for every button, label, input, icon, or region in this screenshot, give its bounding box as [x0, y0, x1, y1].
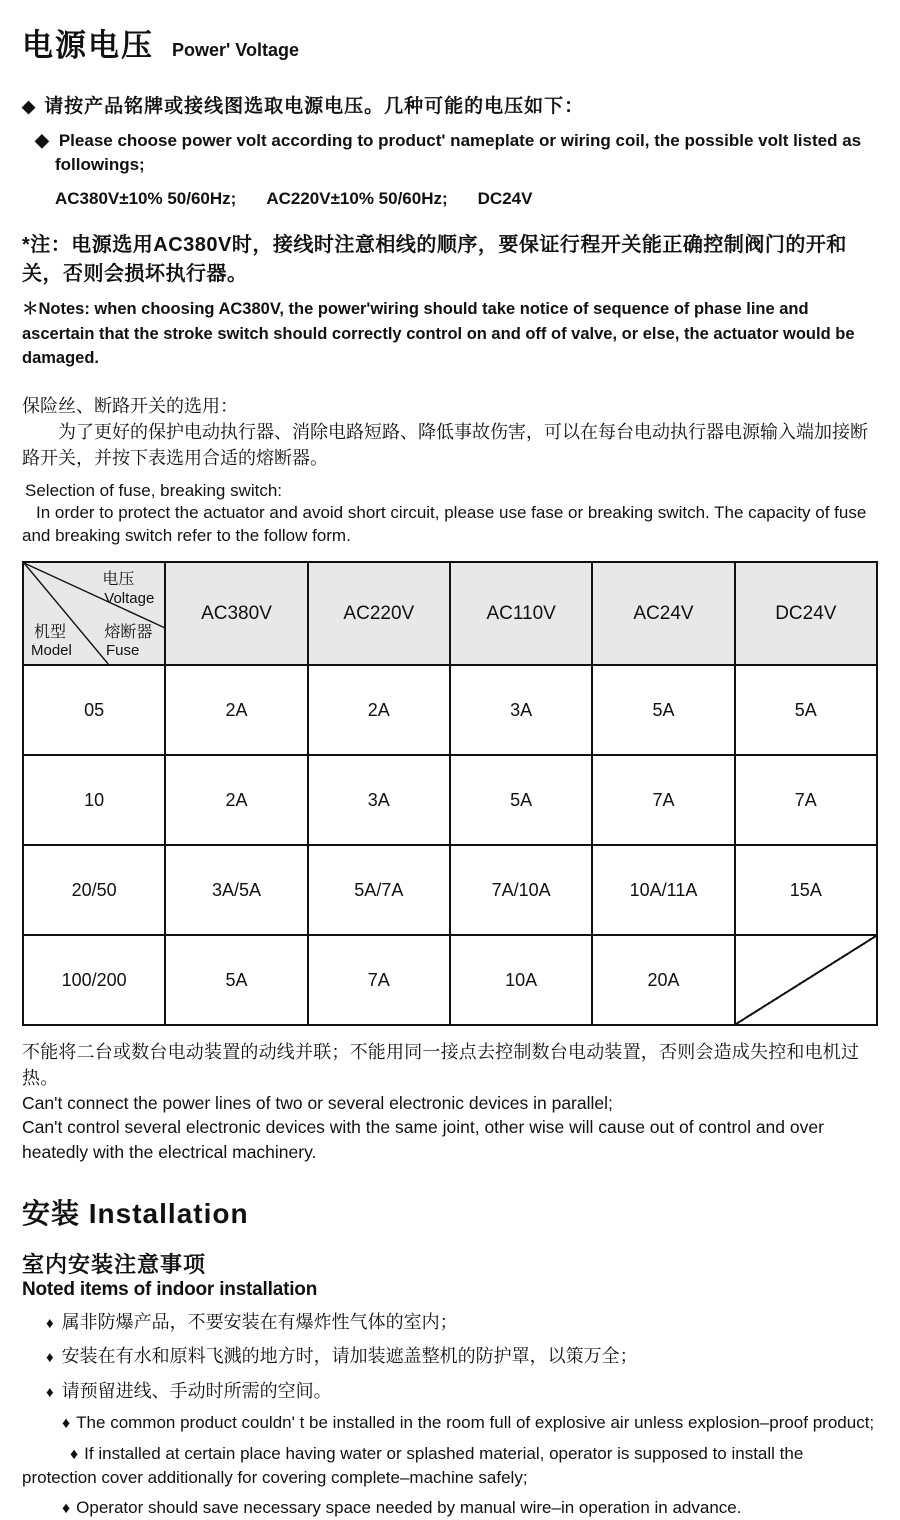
warning-zh: 不能将二台或数台电动装置的动线并联；不能用同一接点去控制数台电动装置，否则会造成失控和电机过热。 — [22, 1042, 860, 1088]
voltage-spec-line — [55, 189, 878, 209]
fuse-cell: 2A — [308, 665, 450, 755]
installation-bullet-en-text: If installed at certain place having water or splashed material, operator is supposed to install the protection cover additionally for covering complete–machine safely; — [22, 1443, 804, 1487]
installation-bullet-en-text: Operator should save necessary space needed by manual wire–in operation in advance. — [76, 1498, 742, 1518]
fuse-table — [22, 561, 878, 1026]
table-corner-cell — [23, 562, 165, 665]
fuse-cell: 5A — [165, 935, 307, 1025]
fuse-heading-zh: 保险丝、断路开关的选用： — [22, 396, 238, 417]
voltage-bullet-zh-text: 请按产品铭牌或接线图选取电源电压。几种可能的电压如下： — [44, 96, 585, 117]
installation-bullet-en — [22, 1411, 878, 1435]
voltage-spec-ac380: AC380V±10% 50/60Hz; — [55, 188, 237, 208]
empty-diagonal-cell — [735, 935, 877, 1025]
fuse-cell: 3A — [308, 755, 450, 845]
diamond-bullet-icon: ♦ — [46, 1383, 54, 1401]
diamond-bullet-icon: ♦ — [62, 1500, 71, 1518]
corner-fuse-label-en: Fuse — [105, 642, 140, 660]
voltage-bullet-en — [22, 128, 878, 177]
fuse-cell: 7A/10A — [450, 845, 592, 935]
voltage-bullet-zh — [22, 91, 878, 118]
corner-model-label-en: Model — [31, 642, 72, 660]
table-header-row — [23, 562, 877, 665]
fuse-cell: 7A — [592, 755, 734, 845]
corner-model-label-zh: 机型 — [34, 623, 67, 641]
installation-subtitle-zh: 室内安装注意事项 — [22, 1252, 207, 1278]
warning-en-2: Can't control several electronic devices with the same joint, other wise will cause out of control and over heatedly with the electrical machinery. — [22, 1117, 824, 1162]
diamond-bullet-icon: ◆ — [35, 130, 49, 150]
voltage-bullet-en-text: Please choose power volt according to product' nameplate or wiring coil, the possible volt listed as followings; — [55, 131, 862, 175]
installation-subtitle-en: Noted items of indoor installation — [22, 1279, 318, 1301]
page-title-zh: 电源电压 — [22, 28, 154, 63]
fuse-cell: 7A — [735, 755, 877, 845]
column-header-dc24v: DC24V — [735, 562, 877, 665]
fuse-body-en: In order to protect the actuator and avoid short circuit, please use fase or breaking switch. The capacity of fuse and breaking switch refer to the follow form. — [22, 503, 867, 546]
diamond-bullet-icon: ♦ — [46, 1315, 54, 1333]
fuse-cell: 3A — [450, 665, 592, 755]
installation-title: 安装 Installation — [22, 1198, 249, 1230]
corner-fuse-label-zh: 熔断器 — [104, 623, 153, 641]
fuse-cell: 5A/7A — [308, 845, 450, 935]
installation-bullet-en — [22, 1442, 878, 1490]
installation-bullet-en-text: The common product couldn' t be installed in the room full of explosive air unless explosion–proof product; — [76, 1412, 875, 1432]
column-header-ac220v: AC220V — [308, 562, 450, 665]
diamond-bullet-icon: ♦ — [62, 1414, 71, 1432]
fuse-cell: 10A/11A — [592, 845, 734, 935]
corner-voltage-label-en: Voltage — [104, 590, 155, 608]
fuse-heading-en: Selection of fuse, breaking switch: — [25, 480, 283, 500]
fuse-cell: 20A — [592, 935, 734, 1025]
fuse-cell: 2A — [165, 665, 307, 755]
fuse-cell: 3A/5A — [165, 845, 307, 935]
model-cell: 100/200 — [23, 935, 165, 1025]
installation-bullet-zh — [46, 1379, 878, 1404]
corner-voltage-label-zh: 电压 — [102, 571, 135, 589]
fuse-cell: 5A — [735, 665, 877, 755]
voltage-spec-ac220: AC220V±10% 50/60Hz; — [266, 188, 448, 208]
warning-en-1: Can't connect the power lines of two or several electronic devices in parallel; — [22, 1092, 613, 1113]
fuse-cell: 5A — [592, 665, 734, 755]
page-title-en: Power' Voltage — [172, 40, 299, 60]
model-cell: 05 — [23, 665, 165, 755]
diamond-bullet-icon: ◆ — [22, 97, 37, 116]
table-row — [23, 845, 877, 935]
note-en: ＊Notes: when choosing AC380V, the power'wiring should take notice of sequence of phase line and ascertain that the stroke switch should correctly control on and off of valve, or else, the actuator would be damaged. — [22, 299, 855, 368]
diamond-bullet-icon: ♦ — [70, 1445, 79, 1463]
column-header-ac380v: AC380V — [165, 562, 307, 665]
fuse-cell: 15A — [735, 845, 877, 935]
diamond-bullet-icon: ♦ — [46, 1349, 54, 1367]
note-zh: *注：电源选用AC380V时，接线时注意相线的顺序，要保证行程开关能正确控制阀门的开和关，否则会损坏执行器。 — [22, 233, 847, 285]
fuse-cell: 10A — [450, 935, 592, 1025]
table-row — [23, 665, 877, 755]
fuse-cell: 2A — [165, 755, 307, 845]
voltage-spec-dc24: DC24V — [477, 188, 533, 208]
installation-bullet-en — [22, 1496, 878, 1520]
installation-bullet-zh — [46, 1344, 878, 1369]
fuse-cell: 7A — [308, 935, 450, 1025]
model-cell: 10 — [23, 755, 165, 845]
column-header-ac110v: AC110V — [450, 562, 592, 665]
fuse-body-zh: 为了更好的保护电动执行器、消除电路短路、降低事故伤害，可以在每台电动执行器电源输入端加接断路开关，并按下表选用合适的熔断器。 — [22, 422, 868, 469]
table-row — [23, 935, 877, 1025]
table-row — [23, 755, 877, 845]
page-title — [22, 20, 878, 65]
installation-bullet-zh-text: 属非防爆产品，不要安装在有爆炸性气体的室内； — [61, 1312, 458, 1333]
installation-bullet-zh — [46, 1310, 878, 1335]
installation-bullet-zh-text: 请预留进线、手动时所需的空间。 — [61, 1380, 332, 1401]
installation-bullet-zh-text: 安装在有水和原料飞溅的地方时，请加装遮盖整机的防护罩，以策万全； — [61, 1346, 638, 1367]
fuse-cell: 5A — [450, 755, 592, 845]
model-cell: 20/50 — [23, 845, 165, 935]
column-header-ac24v: AC24V — [592, 562, 734, 665]
